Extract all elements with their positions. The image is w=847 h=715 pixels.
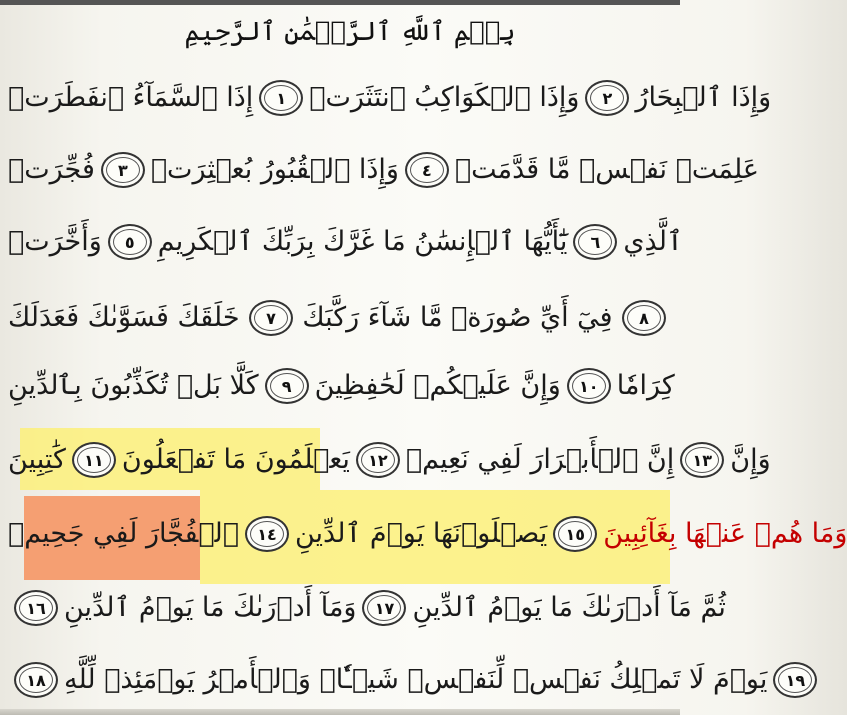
ayah-text: وَأَخَّرَتۡ bbox=[8, 226, 102, 257]
ayah-number-marker[interactable]: ٤ bbox=[405, 152, 449, 188]
page-bottom-edge bbox=[0, 709, 680, 715]
ayah-text: إِنَّ ٱلۡأَبۡرَارَ لَفِي نَعِيمٖ bbox=[405, 444, 675, 475]
ayah-number-marker[interactable]: ١٥ bbox=[553, 516, 597, 552]
ayah-text: يَٰٓأَيُّهَا ٱلۡإِنسَٰنُ مَا غَرَّكَ بِرَبِّكَ ٱلۡكَرِيمِ bbox=[157, 226, 568, 257]
ayah-text: وَإِنَّ bbox=[730, 444, 771, 475]
ayah-text: كِرَامٗا bbox=[616, 370, 675, 401]
ayah-text: وَإِنَّ عَلَيۡكُمۡ لَحَٰفِظِينَ bbox=[314, 370, 561, 401]
ayah-text: يَعۡلَمُونَ مَا تَفۡعَلُونَ bbox=[121, 444, 350, 475]
ayah-number-marker[interactable]: ٥ bbox=[108, 224, 152, 260]
mushaf-line-6 bbox=[8, 430, 771, 490]
ayah-text: كَلَّا بَلۡ تُكَذِّبُونَ بِٱلدِّينِ bbox=[8, 370, 259, 401]
mushaf-line-2 bbox=[8, 140, 759, 200]
ayah-text: وَإِذَا ٱلۡقُبُورُ بُعۡثِرَتۡ bbox=[150, 154, 399, 185]
ayah-number-marker[interactable]: ١١ bbox=[72, 442, 116, 478]
ayah-number-marker[interactable]: ٧ bbox=[249, 300, 293, 336]
ayah-number-marker[interactable]: ٣ bbox=[101, 152, 145, 188]
ayah-number-marker[interactable]: ٨ bbox=[622, 300, 666, 336]
ayah-number-marker[interactable]: ١٠ bbox=[567, 368, 611, 404]
ayah-number-marker[interactable]: ١٩ bbox=[773, 662, 817, 698]
ayah-number-marker[interactable]: ١ bbox=[259, 80, 303, 116]
ayah-text-highlighted: وَمَا هُمۡ عَنۡهَا بِغَآئِبِينَ bbox=[603, 518, 847, 549]
ayah-number-marker[interactable]: ١٤ bbox=[245, 516, 289, 552]
bismillah: بِسۡمِ ٱللَّهِ ٱلرَّحۡمَٰنِ ٱلرَّحِيمِ bbox=[184, 17, 516, 47]
mushaf-line-4 bbox=[8, 288, 672, 348]
ayah-number-marker[interactable]: ١٧ bbox=[362, 590, 406, 626]
ayah-number-marker[interactable]: ١٦ bbox=[14, 590, 58, 626]
ayah-text: ٱلَّذِي bbox=[623, 226, 683, 257]
mushaf-line-8 bbox=[8, 578, 726, 638]
ayah-text: يَصۡلَوۡنَهَا يَوۡمَ ٱلدِّينِ bbox=[294, 518, 548, 549]
ayah-text: فِيٓ أَيِّ صُورَةٖ مَّا شَآءَ رَكَّبَكَ bbox=[302, 302, 613, 333]
ayah-text: كَٰتِبِينَ bbox=[8, 444, 66, 475]
ayah-text: وَإِذَا ٱلۡكَوَاكِبُ ٱنتَثَرَتۡ bbox=[309, 82, 580, 113]
mushaf-line-5 bbox=[8, 356, 675, 416]
ayah-number-marker[interactable]: ٢ bbox=[585, 80, 629, 116]
ayah-text: يَوۡمَ لَا تَمۡلِكُ نَفۡسٞ لِّنَفۡسٖ شَيۡـٔٗاۖ وَٱلۡأَمۡرُ يَوۡمَئِذٖ لِّلَّهِ bbox=[64, 664, 768, 695]
ayah-text: إِذَا ٱلسَّمَآءُ ٱنفَطَرَتۡ bbox=[8, 82, 254, 113]
ayah-text: ٱلۡفُجَّارَ لَفِي جَحِيمٖ bbox=[8, 518, 239, 549]
ayah-number-marker[interactable]: ١٢ bbox=[356, 442, 400, 478]
ayah-text: عَلِمَتۡ نَفۡسٞ مَّا قَدَّمَتۡ bbox=[454, 154, 759, 185]
ayah-text: وَمَآ أَدۡرَىٰكَ مَا يَوۡمُ ٱلدِّينِ bbox=[64, 592, 357, 623]
ayah-text: ثُمَّ مَآ أَدۡرَىٰكَ مَا يَوۡمُ ٱلدِّينِ bbox=[412, 592, 726, 623]
mushaf-line-7 bbox=[8, 504, 847, 564]
ayah-text: وَإِذَا ٱلۡبِحَارُ bbox=[635, 82, 772, 113]
ayah-number-marker[interactable]: ٩ bbox=[265, 368, 309, 404]
mushaf-line-1 bbox=[8, 68, 772, 128]
ayah-number-marker[interactable]: ١٨ bbox=[14, 662, 58, 698]
ayah-number-marker[interactable]: ٦ bbox=[573, 224, 617, 260]
mushaf-line-3 bbox=[8, 212, 683, 272]
ayah-text: خَلَقَكَ فَسَوَّىٰكَ فَعَدَلَكَ bbox=[8, 302, 240, 333]
mushaf-line-9 bbox=[8, 650, 806, 710]
ayah-text: فُجِّرَتۡ bbox=[8, 154, 95, 185]
ayah-number-marker[interactable]: ١٣ bbox=[680, 442, 724, 478]
